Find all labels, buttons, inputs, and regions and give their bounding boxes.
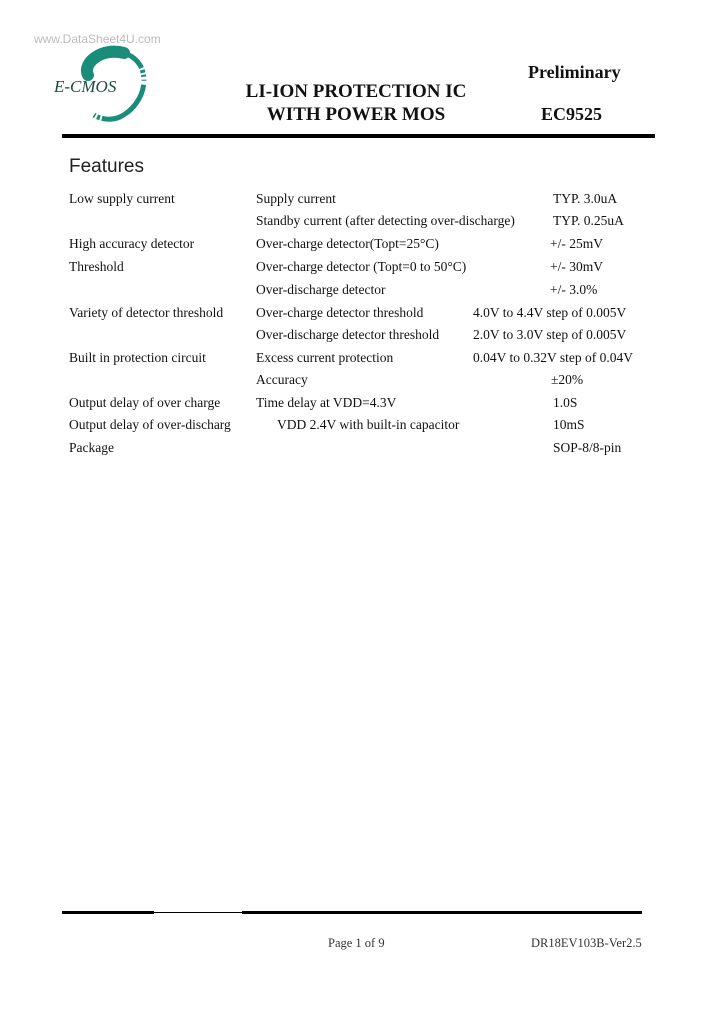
feature-row bbox=[0, 417, 720, 437]
feature-row bbox=[0, 282, 720, 302]
feature-row bbox=[0, 350, 720, 370]
part-number: EC9525 bbox=[541, 104, 603, 124]
feature-row bbox=[0, 236, 720, 256]
footer-divider-mid bbox=[154, 912, 242, 913]
feature-category: Output delay of over-discharg bbox=[69, 417, 231, 432]
svg-text:E-CMOS: E-CMOS bbox=[54, 77, 117, 96]
feature-category: Variety of detector threshold bbox=[69, 305, 224, 320]
feature-item: Supply current bbox=[256, 191, 336, 206]
footer-divider-right bbox=[242, 911, 642, 914]
e-cmos-logo bbox=[52, 45, 152, 125]
watermark: www.DataSheet4U.com bbox=[34, 32, 161, 46]
feature-category: High accuracy detector bbox=[69, 236, 195, 251]
feature-value: TYP. 3.0uA bbox=[553, 191, 618, 206]
feature-category: Threshold bbox=[69, 259, 124, 274]
feature-item: Over-discharge detector threshold bbox=[256, 327, 440, 342]
feature-category: Built in protection circuit bbox=[69, 350, 206, 365]
document-title-line1: LI-ION PROTECTION IC bbox=[245, 81, 467, 102]
page-number: Page 1 of 9 bbox=[328, 936, 385, 950]
document-id: DR18EV103B-Ver2.5 bbox=[531, 936, 642, 950]
feature-category: Low supply current bbox=[69, 191, 175, 206]
feature-value: +/- 30mV bbox=[550, 259, 603, 274]
feature-item: VDD 2.4V with built-in capacitor bbox=[277, 417, 460, 432]
feature-value: SOP-8/8-pin bbox=[553, 440, 622, 455]
feature-value: 2.0V to 3.0V step of 0.005V bbox=[473, 327, 627, 342]
feature-row bbox=[0, 372, 720, 392]
feature-value: 4.0V to 4.4V step of 0.005V bbox=[473, 305, 627, 320]
feature-item: Standby current (after detecting over-discharge) bbox=[256, 213, 515, 228]
feature-category: Output delay of over charge bbox=[69, 395, 221, 410]
feature-category: Package bbox=[69, 440, 114, 455]
feature-value: +/- 3.0% bbox=[550, 282, 598, 297]
feature-row bbox=[0, 213, 720, 233]
feature-value: +/- 25mV bbox=[550, 236, 603, 251]
feature-item: Over-charge detector (Topt=0 to 50°C) bbox=[256, 259, 467, 274]
feature-value: TYP. 0.25uA bbox=[553, 213, 624, 228]
header-divider bbox=[62, 134, 655, 138]
feature-row bbox=[0, 259, 720, 279]
feature-row bbox=[0, 191, 720, 211]
feature-item: Time delay at VDD=4.3V bbox=[256, 395, 397, 410]
feature-value: 1.0S bbox=[553, 395, 578, 410]
feature-row bbox=[0, 327, 720, 347]
status-label: Preliminary bbox=[528, 62, 621, 82]
feature-item: Over-charge detector threshold bbox=[256, 305, 424, 320]
feature-value: ±20% bbox=[551, 372, 584, 387]
document-title-line2: WITH POWER MOS bbox=[266, 104, 446, 125]
feature-value: 10mS bbox=[553, 417, 585, 432]
feature-item: Over-discharge detector bbox=[256, 282, 386, 297]
section-title: Features bbox=[69, 156, 144, 177]
feature-item: Over-charge detector(Topt=25°C) bbox=[256, 236, 439, 251]
feature-row bbox=[0, 395, 720, 415]
feature-row bbox=[0, 305, 720, 325]
feature-item: Accuracy bbox=[256, 372, 308, 387]
feature-item: Excess current protection bbox=[256, 350, 394, 365]
footer-divider-left bbox=[62, 911, 154, 914]
feature-value: 0.04V to 0.32V step of 0.04V bbox=[473, 350, 634, 365]
feature-row bbox=[0, 440, 720, 460]
